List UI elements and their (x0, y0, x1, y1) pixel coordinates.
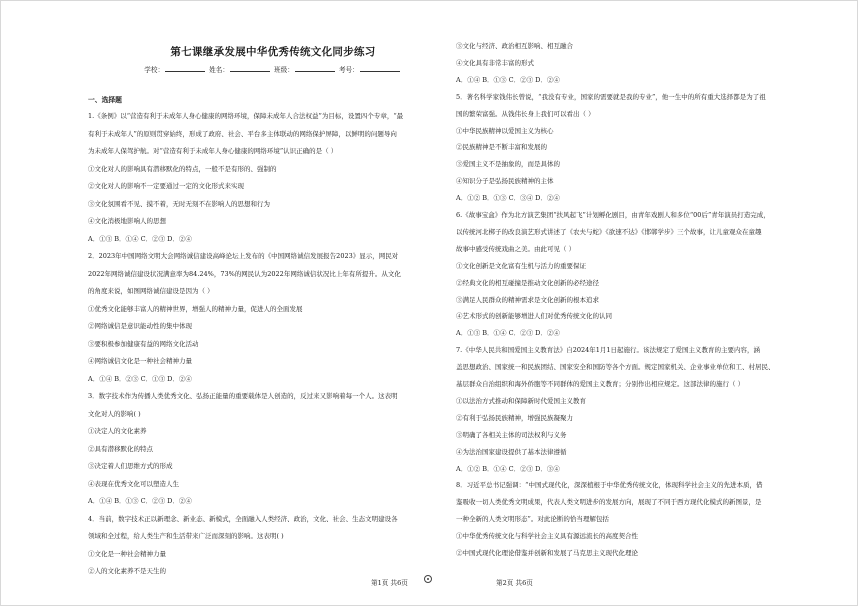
right-column-line: ③明确了各相关主体的司法权利与义务 (456, 430, 567, 439)
left-column-line: ②网络诚信是意识能动性的集中体现 (88, 322, 192, 330)
student-info-line (88, 64, 458, 74)
right-column-line: ②有利于弘扬民族精神，增强民族凝聚力 (456, 413, 573, 422)
school-blank[interactable] (165, 64, 205, 72)
left-column-line: ①决定人的文化素养 (88, 427, 147, 435)
left-column-line: 2022年网络诚信建设状况满意率为84.24%，73%的网民认为2022年网络诚信状况比上年有所提升。从文化 (88, 269, 401, 278)
right-column-line: 6.《故事宝盒》作为北方演艺集团“扶风起飞”计划孵化剧目，由青年戏剧人和多位“00后”青年演员打造完成， (456, 211, 770, 219)
right-column-line: ①以法治方式推动和保障新时代爱国主义教育 (456, 396, 586, 405)
exam-number-blank[interactable] (360, 64, 400, 72)
right-column-line: A．①② B．①④ C．②③ D．③④ (456, 464, 560, 473)
left-column-line: ④文化消极地影响人的思想 (88, 217, 166, 225)
left-column-line: 的角度来说，如图网络诚信建设是因为（ ） (88, 287, 214, 295)
right-column-line: ③爱国主义不是抽象的，而是具体的 (456, 160, 560, 169)
right-column-line: ④文化具有非常丰富的形式 (456, 58, 534, 67)
left-column-line: ③文化氛围看不见、摸不着，无时无刻不在影响人的思想和行为 (88, 199, 270, 208)
right-column-line: 鉴吸收一切人类优秀文明成果，代表人类文明进步的发展方向，展现了不同于西方现代化模式的新图景，是 (456, 498, 762, 507)
exam-number-label: 考号： (338, 66, 359, 74)
left-column-line: ①优秀文化能够丰富人的精神世界，增强人的精神力量，促进人的全面发展 (88, 304, 303, 313)
right-column-line: ③文化与经济、政治相互影响、相互融合 (456, 42, 573, 50)
binding-circle-icon (424, 575, 432, 583)
left-column-line: ①文化是一种社会精神力量 (88, 549, 166, 558)
right-column-line: A．①② B．①③ C．③④ D．②④ (456, 194, 560, 203)
right-column-line: 7.《中华人民共和国爱国主义教育法》自2024年1月1日起施行。该法规定了爱国主义教育的主要内容，涵 (456, 346, 761, 355)
right-column-line: A．①③ B．①④ C．②③ D．②④ (456, 329, 560, 338)
right-column-line: ④知识分子是弘扬民族精神的主体 (456, 177, 554, 186)
right-column-line: 以传统河北梆子的改良演艺形式讲述了《农夫与蛇》《欲速不达》《邯郸学步》三个故事，让儿童观众在童趣 (456, 227, 762, 236)
left-column-line: 领域和全过程，给人类生产和生活带来广泛而深刻的影响。这表明( ) (88, 532, 284, 540)
right-column-line: ①中华民族精神以爱国主义为核心 (456, 126, 554, 135)
left-column-line: ④表现在优秀文化可以塑造人生 (88, 479, 179, 488)
left-column-line: ④网络诚信文化是一种社会精神力量 (88, 357, 192, 365)
left-column-line: 有利于未成年人”的原则贯穿始终，形成了政府、社会、平台多主体联动的网络保护屏障，以鲜明的问题导向 (88, 129, 397, 138)
left-column-line: 文化对人的影响( ) (88, 409, 141, 418)
right-column-line: ②经典文化的相互碰撞是推动文化创新的必经途径 (456, 278, 599, 287)
right-column-line: ②中国式现代化理论借鉴并创新和发展了马克思主义现代化理论 (456, 549, 638, 557)
left-column-line: 2．2023年中国网络文明大会网络诚信建设高峰论坛上发布的《中国网络诚信发展报告2023》显示，网民对 (88, 252, 399, 260)
right-column-line: A．①④ B．①③ C．②③ D．②④ (456, 75, 560, 84)
left-column-line: 4．当前，数字技术正以新理念、新业态、新模式，全面融入人类经济、政治，文化、社会、生态文明建设各 (88, 514, 398, 523)
right-column-line: ④艺术形式的创新能够增进人们对优秀传统文化的认同 (456, 312, 612, 321)
name-blank[interactable] (230, 64, 270, 72)
right-column-line: ①中华优秀传统文化与科学社会主义具有源远流长的高度契合性 (456, 532, 638, 541)
left-column-line: 为未成年人保驾护航。对“营造有利于未成年人身心健康的网络环境”认识正确的是（ ） (88, 147, 338, 155)
right-column-line: 故事中感受传统戏曲之美。由此可见（ ） (456, 244, 576, 253)
right-column-line: 5．著名科学家钱伟长曾说，“我没有专业，国家的需要就是我的专业”，他一生中的所有重大选择都是为了祖 (456, 92, 766, 101)
page-number-right: 第2页 共6页 (496, 579, 533, 587)
left-column-line: ②文化对人的影响不一定要通过一定的文化形式来实现 (88, 182, 244, 190)
left-column-line: ②人的文化素养不是天生的 (88, 567, 166, 575)
class-label: 班级： (274, 66, 294, 74)
left-column-line: ③要积极参加健康有益的网络文化活动 (88, 339, 199, 348)
left-column-line: ①文化对人的影响具有潜移默化的特点，一般不是有形的、强制的 (88, 164, 277, 173)
page-number-left: 第1页 共6页 (371, 579, 408, 587)
right-column-line: ②民族精神是不断丰富和发展的 (456, 143, 547, 152)
class-blank[interactable] (295, 64, 335, 72)
left-column-line: A．①④ B．①③ C．②③ D．②④ (88, 497, 192, 505)
school-label: 学校： (144, 66, 165, 74)
left-column-line: ③决定着人们思维方式的形成 (88, 462, 173, 470)
right-column-line: 基层群众自治组织和海外侨胞等不同群体的爱国主义教育；分别作出相应规定。这部法律的施行（ ） (456, 380, 745, 388)
left-column-line: A．①③ B．①④ C．②③ D．②④ (88, 234, 192, 243)
right-column-line: 8．习近平总书记强调：“中国式现代化，深深植根于中华优秀传统文化，体现科学社会主义的先进本质，借 (456, 481, 763, 490)
right-column-line: ④为法治国家建设提供了基本法律遵循 (456, 447, 567, 456)
right-column-line: ①文化创新是文化富有生机与活力的重要保证 (456, 261, 586, 270)
right-column-line: 盖思想政治、国家统一和民族团结、国家安全和国防等各个方面。规定国家机关、企业事业单位和工、村居民、 (456, 363, 775, 372)
right-column-line: 一种全新的人类文明形态”。对此论断的恰当理解包括 (456, 515, 609, 524)
right-column-line: 国的繁荣富强。从钱伟长身上我们可以看出（ ） (456, 109, 595, 118)
section-heading: 一、选择题 (88, 96, 122, 104)
right-column-line: ③满足人民群众的精神需求是文化创新的根本追求 (456, 295, 599, 304)
left-column-line: 1.《条例》以“营造有利于未成年人身心健康的网络环境，保障未成年人合法权益”为目标，设置四个专章，“最 (88, 112, 404, 120)
document-title: 第七课继承发展中华优秀传统文化同步练习 (170, 46, 376, 58)
left-column-line: ②具有潜移默化的特点 (88, 444, 153, 453)
name-label: 姓名： (209, 66, 229, 74)
left-column-line: 3．数字技术作为传播人类优秀文化、弘扬正能量的重要载体是人创造的，反过来又影响着每一个人。这表明 (88, 392, 398, 400)
left-column-line: A．①④ B．②③ C．①③ D．②④ (88, 374, 192, 383)
